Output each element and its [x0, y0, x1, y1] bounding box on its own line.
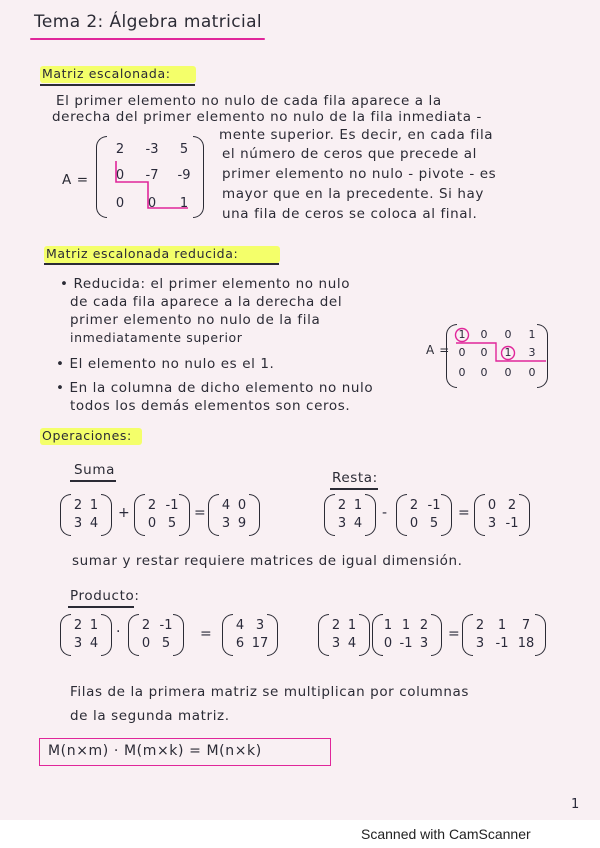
suma-matrix-a [60, 494, 112, 536]
matrix-cell: 0 [458, 346, 466, 359]
matrix-cell: 5 [179, 142, 189, 157]
text-line: primer elemento no nulo - pivote - es [222, 166, 497, 182]
matrix-cell: 3 [475, 636, 485, 651]
equals-sign: = [200, 626, 212, 642]
text-line: todos los demás elementos son ceros. [70, 398, 351, 414]
matrix-cell: 0 [115, 196, 125, 211]
matrix-cell: 2 [147, 498, 157, 513]
producto-underline [68, 606, 134, 608]
matrix-cell: 2 [475, 618, 485, 633]
matrix-cell: 2 [73, 498, 83, 513]
text-line: Filas de la primera matriz se multiplican por columnas [70, 684, 470, 700]
echelon-matrix [96, 136, 204, 218]
matrix-label: A = [426, 343, 450, 357]
matrix-label: A = [62, 172, 89, 188]
matrix-cell: 0 [409, 516, 419, 531]
text-line: primer elemento no nulo de la fila [70, 312, 321, 328]
text-line: • Reducida: el primer elemento no nulo [60, 276, 351, 292]
text-line: inmediatamente superior [70, 330, 243, 345]
equals-sign: = [458, 505, 470, 521]
heading-underline [40, 84, 195, 86]
page-number: 1 [571, 797, 580, 812]
producto-matrix-result [222, 614, 278, 656]
matrix-cell: 0 [147, 516, 157, 531]
matrix-cell: 3 [255, 618, 265, 633]
matrix-cell: 3 [487, 516, 497, 531]
matrix-cell: 1 [347, 618, 357, 633]
minus-sign: - [382, 505, 388, 521]
matrix-cell: 3 [528, 346, 536, 359]
matrix-cell: 0 [480, 346, 488, 359]
matrix-cell: -9 [177, 168, 191, 183]
matrix-cell: 7 [521, 618, 531, 633]
equals-sign: = [448, 626, 460, 642]
equals-sign: = [194, 505, 206, 521]
text-line: mayor que en la precedente. Si hay [222, 186, 485, 202]
matrix-cell: 2 [409, 498, 419, 513]
scanner-watermark: Scanned with CamScanner [361, 826, 531, 842]
producto-matrix-a [60, 614, 112, 656]
matrix-cell: 1 [528, 328, 536, 341]
matrix-cell: 4 [89, 516, 99, 531]
matrix-cell: 3 [221, 516, 231, 531]
matrix-cell: 0 [504, 328, 512, 341]
text-line: mente superior. Es decir, en cada fila [219, 127, 494, 143]
title-underline [30, 38, 265, 40]
matrix-cell: 0 [528, 366, 536, 379]
producto-matrix-b [128, 614, 184, 656]
reduced-echelon-matrix [446, 324, 548, 388]
text-line: derecha del primer elemento no nulo de la fila inmediata - [52, 109, 482, 125]
pivot-staircase [96, 136, 204, 218]
matrix-cell: 5 [161, 636, 171, 651]
suma-underline [70, 480, 116, 482]
matrix-cell: 0 [141, 636, 151, 651]
matrix-cell: -1 [399, 636, 413, 651]
suma-label: Suma [74, 462, 115, 478]
resta-matrix-b [396, 494, 452, 536]
matrix-cell: 0 [504, 366, 512, 379]
text-line: de cada fila aparece a la derecha del [70, 294, 343, 310]
matrix-cell: 9 [237, 516, 247, 531]
section-heading-operaciones: Operaciones: [42, 428, 132, 443]
matrix-cell: 1 [89, 498, 99, 513]
matrix-cell: 0 [480, 328, 488, 341]
matrix-cell: 1 [497, 618, 507, 633]
matrix-cell: -1 [427, 498, 441, 513]
resta-matrix-a [324, 494, 376, 536]
resta-label: Resta: [332, 470, 378, 486]
page-title: Tema 2: Álgebra matricial [34, 12, 263, 32]
matrix-cell: 0 [115, 168, 125, 183]
producto2-matrix-b [372, 614, 442, 656]
matrix-cell: 3 [73, 636, 83, 651]
matrix-cell: 2 [507, 498, 517, 513]
matrix-cell: 1 [383, 618, 393, 633]
matrix-cell: 0 [147, 196, 157, 211]
pivot-circles [446, 324, 548, 388]
text-line: sumar y restar requiere matrices de igual dimensión. [72, 553, 463, 569]
section-heading-escalonada-reducida: Matriz escalonada reducida: [46, 246, 239, 261]
matrix-cell: -7 [145, 168, 159, 183]
text-line: una fila de ceros se coloca al final. [222, 206, 478, 222]
matrix-cell: 2 [337, 498, 347, 513]
matrix-cell: 3 [331, 636, 341, 651]
matrix-cell: 0 [383, 636, 393, 651]
matrix-cell: 3 [73, 516, 83, 531]
matrix-cell: 4 [89, 636, 99, 651]
producto-label: Producto: [70, 588, 140, 604]
matrix-cell: 0 [237, 498, 247, 513]
section-heading-matriz-escalonada: Matriz escalonada: [42, 66, 171, 81]
matrix-cell: 1 [504, 346, 512, 359]
matrix-cell: 0 [487, 498, 497, 513]
matrix-cell: -1 [495, 636, 509, 651]
suma-matrix-b [134, 494, 190, 536]
text-line: de la segunda matriz. [70, 708, 230, 724]
matrix-cell: -1 [159, 618, 173, 633]
resta-underline [330, 488, 378, 490]
matrix-cell: 3 [337, 516, 347, 531]
text-line: • El elemento no nulo es el 1. [56, 356, 275, 372]
matrix-cell: 1 [89, 618, 99, 633]
plus-sign: + [118, 505, 130, 521]
matrix-cell: 3 [419, 636, 429, 651]
resta-matrix-result [474, 494, 530, 536]
matrix-cell: 4 [235, 618, 245, 633]
matrix-cell: 1 [458, 328, 466, 341]
matrix-cell: 0 [458, 366, 466, 379]
matrix-cell: 2 [73, 618, 83, 633]
matrix-cell: 6 [235, 636, 245, 651]
matrix-cell: 2 [141, 618, 151, 633]
matrix-cell: 1 [353, 498, 363, 513]
heading-underline [44, 263, 279, 265]
matrix-cell: 2 [331, 618, 341, 633]
matrix-cell: 18 [517, 636, 535, 651]
matrix-cell: 0 [480, 366, 488, 379]
matrix-cell: 1 [401, 618, 411, 633]
matrix-cell: 1 [179, 196, 189, 211]
matrix-cell: 17 [251, 636, 269, 651]
suma-matrix-result [208, 494, 260, 536]
dot-operator: · [116, 624, 121, 640]
matrix-cell: 4 [353, 516, 363, 531]
matrix-cell: 5 [167, 516, 177, 531]
matrix-cell: 5 [429, 516, 439, 531]
text-line: el número de ceros que precede al [222, 146, 478, 162]
matrix-cell: 2 [115, 142, 125, 157]
dimension-formula: M(n×m) · M(m×k) = M(n×k) [48, 743, 262, 759]
producto2-matrix-result [462, 614, 546, 656]
matrix-cell: -1 [505, 516, 519, 531]
producto2-matrix-a [318, 614, 370, 656]
matrix-cell: -1 [165, 498, 179, 513]
text-line: • En la columna de dicho elemento no nulo [56, 380, 374, 396]
matrix-cell: -3 [145, 142, 159, 157]
matrix-cell: 4 [221, 498, 231, 513]
matrix-cell: 2 [419, 618, 429, 633]
matrix-cell: 4 [347, 636, 357, 651]
text-line: El primer elemento no nulo de cada fila aparece a la [56, 93, 442, 109]
